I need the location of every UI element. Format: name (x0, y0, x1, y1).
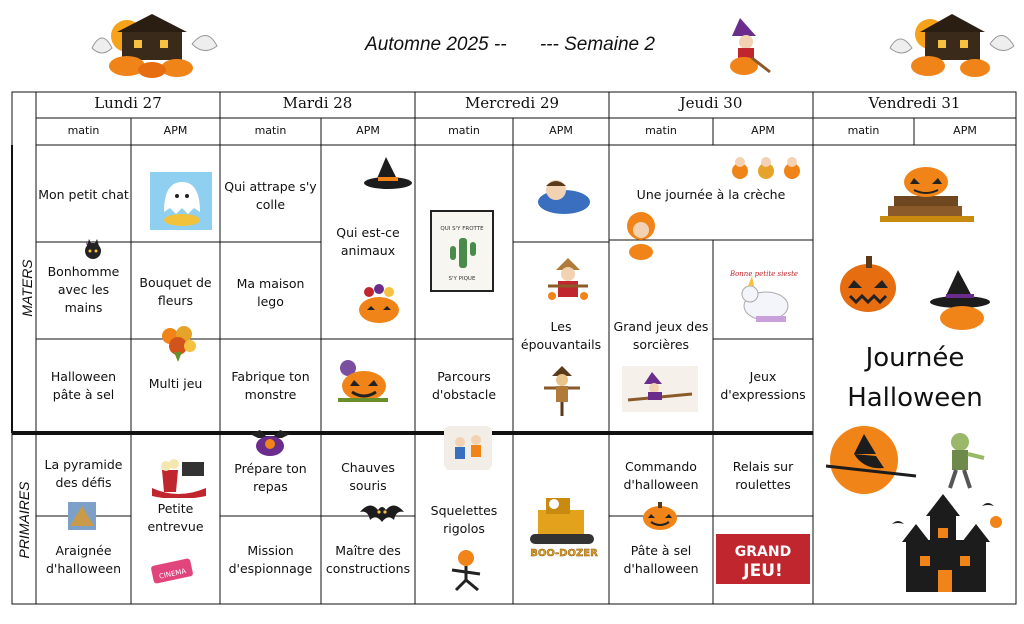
halloween-line: Halloween (847, 383, 983, 413)
day-header-lundi: Lundi 27 (94, 94, 162, 112)
day-header-jeudi: Jeudi 30 (679, 94, 743, 112)
zombie-icon (938, 430, 990, 492)
activity-petite-entrevue: Petite entrevue (147, 501, 204, 534)
title-week: --- Semaine 2 (539, 34, 655, 55)
jack-o-lantern-icon (834, 248, 904, 318)
boo-dozer-text: BOO-DOZER (530, 548, 598, 559)
sleeping-baby-icon (534, 172, 594, 218)
day-header-vendredi: Vendredi 31 (868, 94, 961, 112)
title-season: Automne 2025 -- (365, 34, 507, 55)
skeleton-icon (442, 548, 492, 592)
grand-text: GRAND (734, 544, 792, 560)
pumpkin-face-icon (640, 500, 680, 532)
day-header-mercredi: Mercredi 29 (464, 94, 560, 112)
slot-apm: APM (953, 124, 977, 137)
activity-chauves-souris: Chauves souris (341, 460, 395, 493)
activity-halloween-pate-a-sel: Halloween pâte à sel (50, 369, 117, 402)
cactus-sign-icon (430, 210, 494, 292)
activity-grand-jeux-sorcieres: Grand jeux des sorcières (613, 319, 709, 352)
bat-icon (358, 498, 406, 530)
activity-commando-halloween: Commando d'halloween (623, 459, 699, 492)
activity-parcours-obstacle: Parcours d'obstacle (431, 369, 497, 402)
activity-squelettes-rigolos: Squelettes rigolos (430, 503, 498, 536)
pumpkin-witch-hat-icon (928, 268, 998, 332)
slot-matin: matin (847, 124, 880, 137)
boo-dozer-icon (524, 488, 604, 562)
activity-ma-maison-lego: Ma maison lego (236, 276, 305, 309)
activity-multi-jeu: Multi jeu (148, 376, 203, 391)
activity-araignee-halloween: Araignée d'halloween (45, 543, 122, 576)
slot-matin: matin (448, 124, 480, 137)
activity-prepare-ton-repas: Prépare ton repas (234, 461, 307, 494)
jack-o-lantern-kid-icon (334, 354, 392, 404)
journee-line: Journée (865, 343, 965, 373)
activity-les-epouvantails: Les épouvantails (520, 319, 602, 352)
activity-bouquet-de-fleurs: Bouquet de fleurs (139, 275, 212, 308)
kids-pumpkins-icon (730, 155, 802, 183)
pumpkin-kid-icon (620, 208, 662, 260)
scarecrow-icon (544, 256, 592, 304)
activity-fabrique-ton-monstre: Fabrique ton monstre (231, 369, 310, 402)
sign-text-2: S'Y PIQUE (448, 276, 476, 282)
kids-playing-icon (444, 426, 492, 470)
ghost-moon-icon (150, 172, 212, 230)
jeu-text: JEU! (743, 561, 783, 581)
popcorn-cinema-icon (148, 452, 210, 498)
group-label-primaires: PRIMAIRES (16, 481, 32, 559)
flower-bouquet-icon (156, 322, 200, 362)
witch-hat-icon (362, 155, 414, 193)
journee-halloween-title (815, 338, 1015, 418)
pumpkin-books-icon (870, 162, 980, 232)
black-cat-icon (78, 234, 108, 264)
grand-jeu-logo (716, 534, 810, 584)
pyramid-icon (68, 502, 96, 530)
flying-witch-icon (622, 366, 698, 412)
activity-journee-creche: Une journée à la crèche (636, 187, 786, 202)
activity-relais-sur-roulettes: Relais sur roulettes (732, 459, 794, 492)
cinema-ticket-icon (150, 556, 194, 586)
activity-pyramide-des-defis: La pyramide des défis (44, 457, 123, 490)
pumpkin-bat-icon (246, 424, 294, 458)
day-header-mardi: Mardi 28 (282, 94, 353, 112)
activity-qui-attrape: Qui attrape s'y colle (224, 179, 317, 212)
activity-maitre-des-constructions: Maître des constructions (325, 543, 411, 576)
witch-moon-icon (824, 420, 920, 500)
slot-matin: matin (254, 124, 287, 137)
scarecrow-pole-icon (542, 366, 582, 416)
activity-qui-est-ce-animaux: Qui est-ce animaux (336, 225, 400, 258)
cinema-text: CINEMA (158, 567, 187, 581)
activity-jeux-expressions: Jeux d'expressions (720, 369, 806, 402)
candy-pumpkin-icon (355, 280, 403, 324)
slot-matin: matin (67, 124, 100, 137)
slot-apm: APM (549, 124, 573, 137)
activity-pate-a-sel-halloween: Pâte à sel d'halloween (623, 543, 699, 576)
slot-apm: APM (356, 124, 380, 137)
group-label-maters: MATERS (19, 259, 35, 317)
activity-mission-espionnage: Mission d'espionnage (228, 543, 313, 576)
sign-text-1: QUI S'Y FROTTE (440, 226, 484, 232)
sieste-text: Bonne petite sieste (729, 270, 799, 278)
slot-matin: matin (645, 124, 677, 137)
unicorn-sieste-icon (726, 262, 802, 328)
activity-mon-petit-chat: Mon petit chat (38, 187, 129, 202)
activity-bonhomme: Bonhomme avec les mains (47, 264, 120, 315)
haunted-castle-icon (886, 494, 1010, 596)
slot-apm: APM (751, 124, 775, 137)
slot-apm: APM (163, 124, 188, 137)
